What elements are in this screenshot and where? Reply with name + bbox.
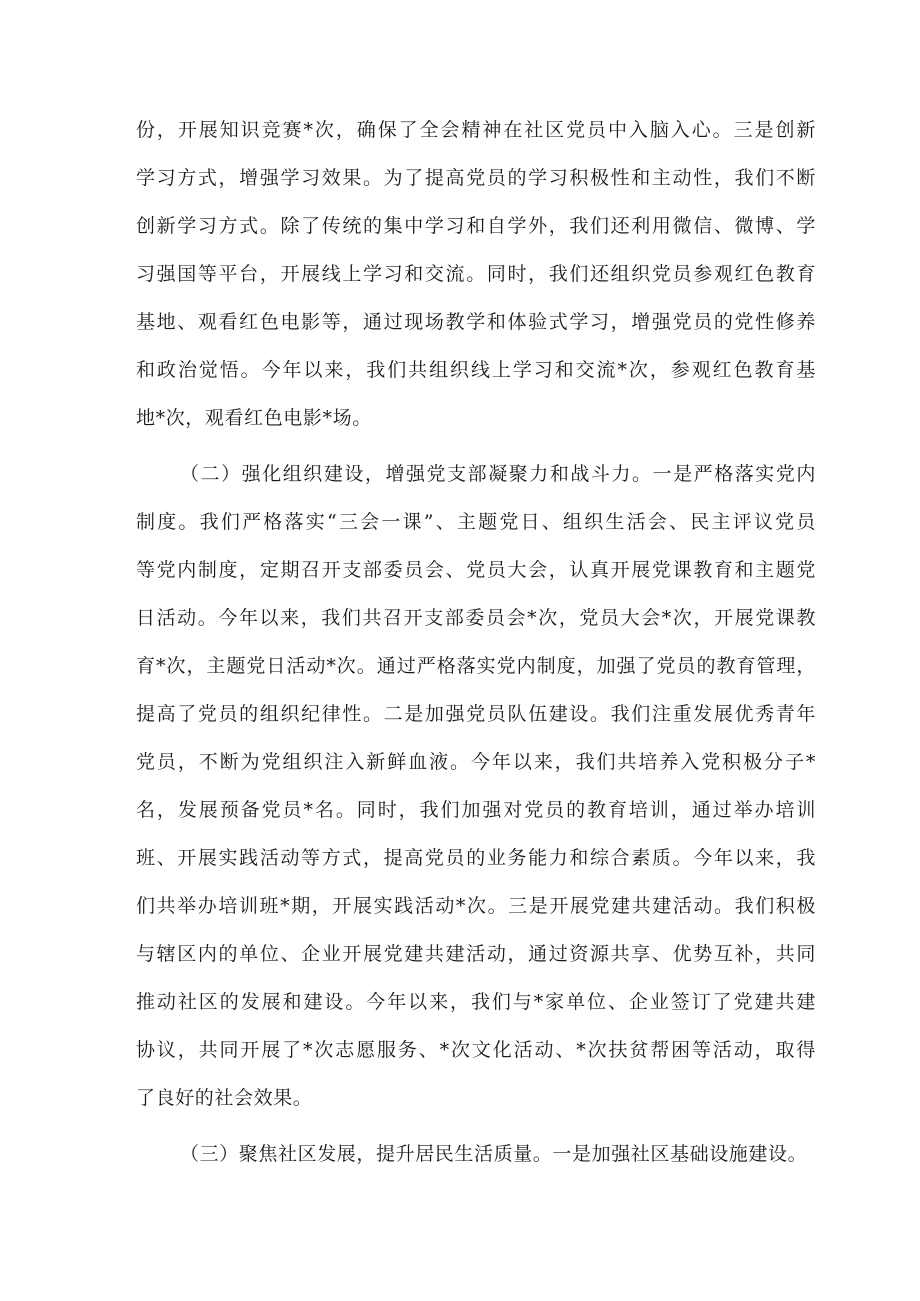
paragraph bbox=[136, 1138, 816, 1186]
text-line: 基地、观看红色电影等，通过现场教学和体验式学习，增强党员的党性修养 bbox=[136, 311, 816, 333]
text-line: 们共举办培训班*期，开展实践活动*次。三是开展党建共建活动。我们积极 bbox=[136, 895, 816, 917]
text-line: 份，开展知识竞赛*次，确保了全会精神在社区党员中入脑入心。三是创新 bbox=[136, 119, 816, 141]
text-line: （二）强化组织建设，增强党支部凝聚力和战斗力。一是严格落实党内 bbox=[180, 463, 816, 485]
text-line: 制度。我们严格落实“三会一课”、主题党日、组织生活会、民主评议党员 bbox=[136, 511, 816, 533]
text-line: 和政治觉悟。今年以来，我们共组织线上学习和交流*次，参观红色教育基 bbox=[136, 359, 816, 381]
text-line: 习强国等平台，开展线上学习和交流。同时，我们还组织党员参观红色教育 bbox=[136, 263, 816, 285]
paragraph bbox=[136, 114, 816, 450]
text-line: 创新学习方式。除了传统的集中学习和自学外，我们还利用微信、微博、学 bbox=[136, 215, 816, 237]
text-line: 名，发展预备党员*名。同时，我们加强对党员的教育培训，通过举办培训 bbox=[136, 799, 816, 821]
paragraph-gap bbox=[136, 450, 816, 458]
text-line: 了良好的社会效果。 bbox=[136, 1087, 313, 1109]
text-line: 等党内制度，定期召开支部委员会、党员大会，认真开展党课教育和主题党 bbox=[136, 559, 816, 581]
paragraph-gap bbox=[136, 1130, 816, 1138]
text-line: 育*次，主题党日活动*次。通过严格落实党内制度，加强了党员的教育管理， bbox=[136, 655, 816, 677]
text-line: （三）聚焦社区发展，提升居民生活质量。一是加强社区基础设施建设。 bbox=[180, 1143, 808, 1165]
text-line: 与辖区内的单位、企业开展党建共建活动，通过资源共享、优势互补，共同 bbox=[136, 943, 816, 965]
text-line: 学习方式，增强学习效果。为了提高党员的学习积极性和主动性，我们不断 bbox=[136, 167, 816, 189]
document-body bbox=[136, 114, 816, 1186]
text-line: 协议，共同开展了*次志愿服务、*次文化活动、*次扶贫帮困等活动，取得 bbox=[136, 1039, 816, 1061]
text-line: 日活动。今年以来，我们共召开支部委员会*次，党员大会*次，开展党课教 bbox=[136, 607, 816, 629]
text-line: 班、开展实践活动等方式，提高党员的业务能力和综合素质。今年以来，我 bbox=[136, 847, 816, 869]
text-line: 推动社区的发展和建设。今年以来，我们与*家单位、企业签订了党建共建 bbox=[136, 991, 816, 1013]
text-line: 地*次，观看红色电影*场。 bbox=[136, 407, 372, 429]
text-line: 提高了党员的组织纪律性。二是加强党员队伍建设。我们注重发展优秀青年 bbox=[136, 703, 816, 725]
text-line: 党员，不断为党组织注入新鲜血液。今年以来，我们共培养入党积极分子* bbox=[136, 751, 816, 773]
paragraph bbox=[136, 458, 816, 1130]
